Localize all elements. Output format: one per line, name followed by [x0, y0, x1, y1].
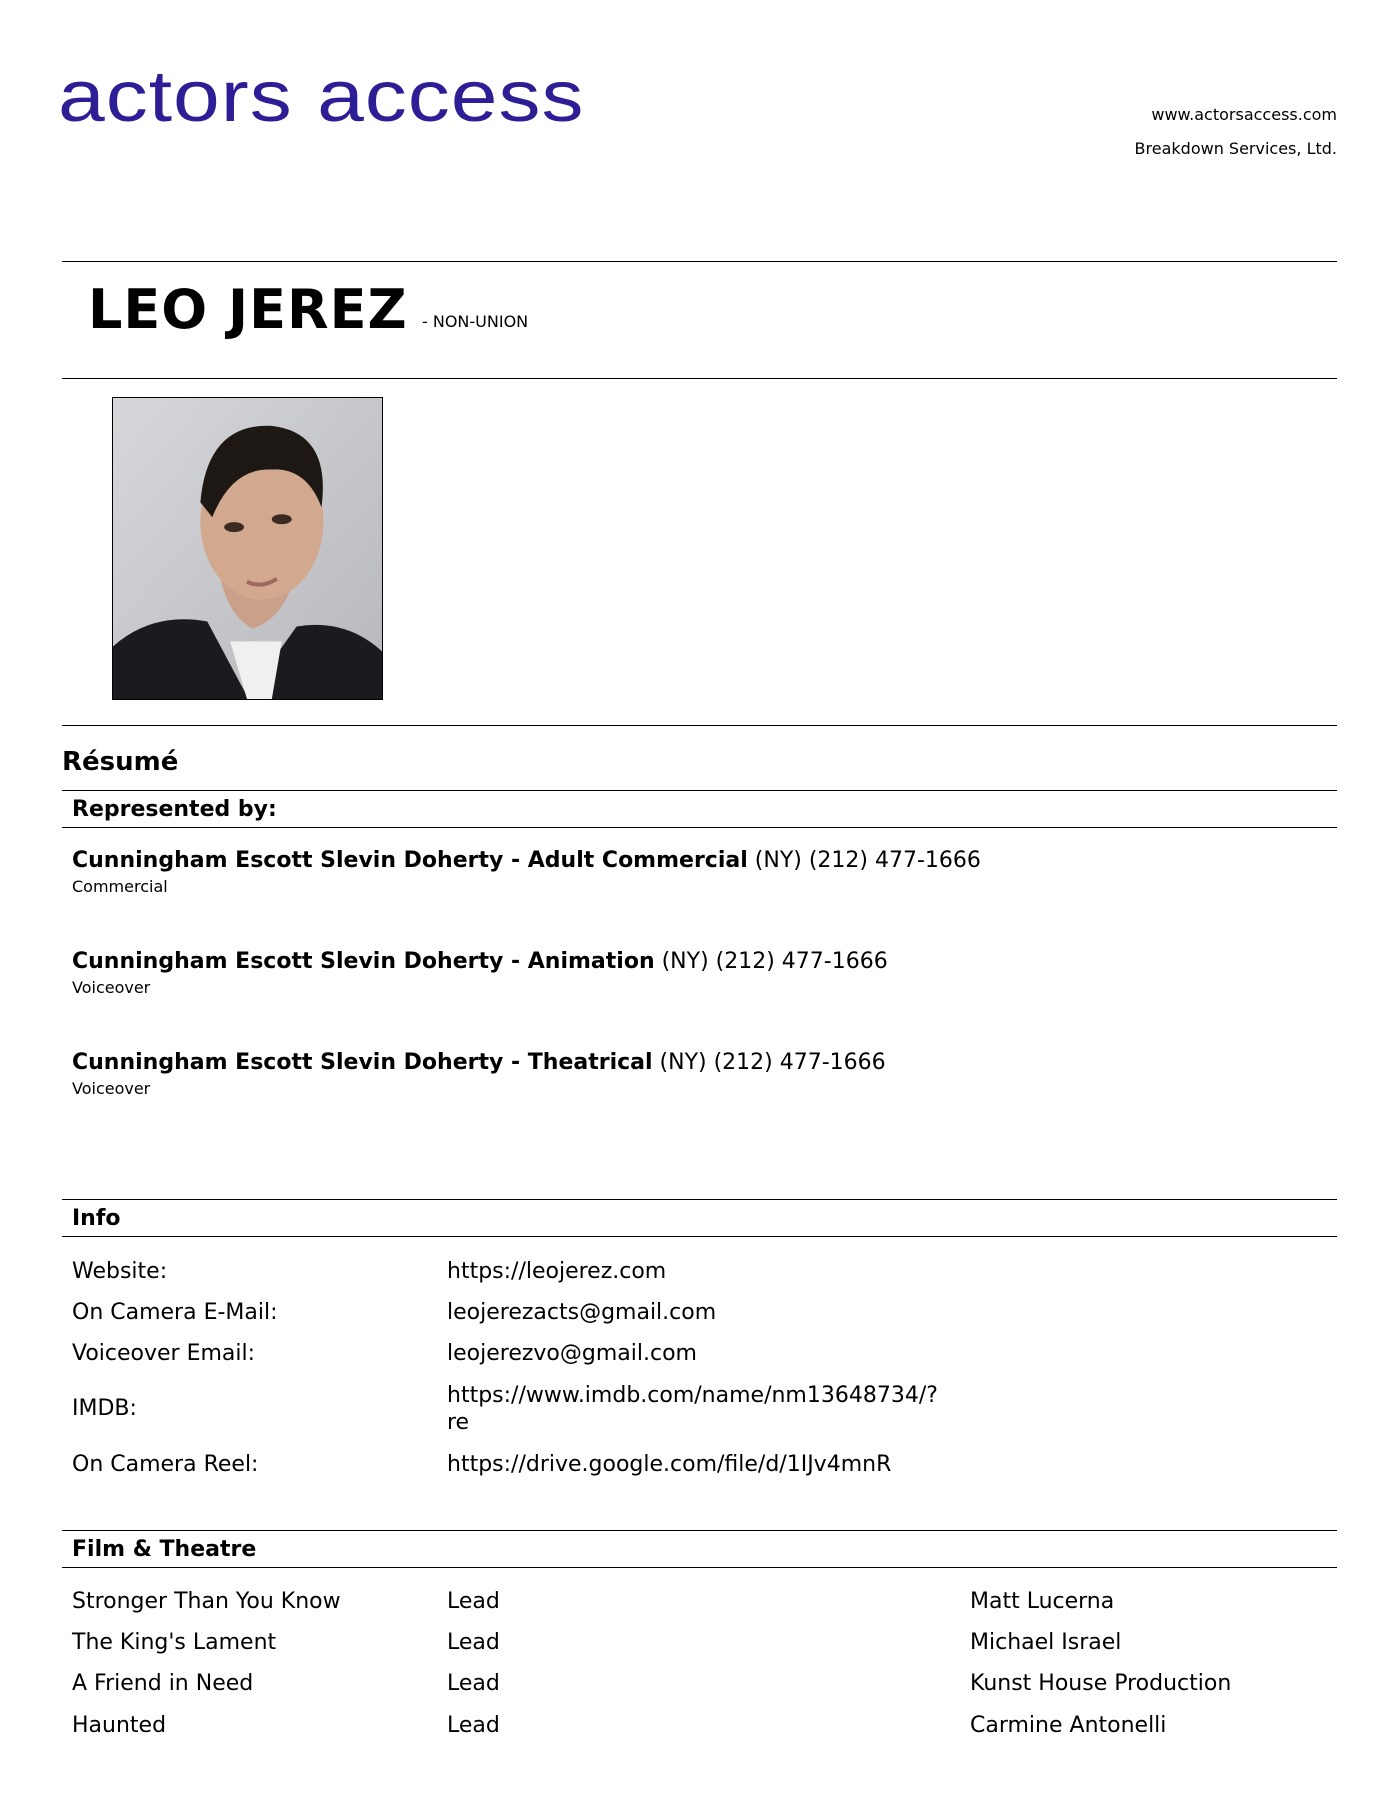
- site-url: www.actorsaccess.com: [1151, 105, 1337, 124]
- credit-director: Carmine Antonelli: [970, 1713, 1167, 1738]
- credit-role: Lead: [447, 1671, 500, 1696]
- info-heading: Info: [72, 1206, 121, 1231]
- representation-type: Commercial: [72, 877, 168, 896]
- divider: [62, 378, 1337, 379]
- info-header: [62, 1199, 1337, 1237]
- on-camera-email-link[interactable]: leojerezacts@gmail.com: [447, 1300, 717, 1325]
- credit-director: Matt Lucerna: [970, 1589, 1115, 1614]
- union-status: - NON-UNION: [422, 312, 529, 331]
- resume-title: Résumé: [62, 747, 179, 777]
- representation-entry: [72, 1050, 886, 1098]
- credit-title: Haunted: [72, 1713, 167, 1738]
- website-link[interactable]: https://leojerez.com: [447, 1259, 667, 1284]
- divider: [62, 725, 1337, 726]
- info-label: On Camera Reel:: [72, 1452, 259, 1477]
- representation-entry: [72, 949, 888, 997]
- agency-contact: (NY) (212) 477-1666: [747, 848, 981, 873]
- company-name: Breakdown Services, Ltd.: [1134, 139, 1337, 158]
- imdb-link-line1: https://www.imdb.com/name/nm13648734/?: [447, 1383, 938, 1408]
- info-label: On Camera E-Mail:: [72, 1300, 278, 1325]
- agency-contact: (NY) (212) 477-1666: [652, 1050, 886, 1075]
- representation-type: Voiceover: [72, 978, 151, 997]
- credit-title: The King's Lament: [72, 1630, 277, 1655]
- actors-access-logo: actors access: [58, 55, 585, 137]
- representation-entry: [72, 848, 981, 896]
- info-label: Website:: [72, 1259, 168, 1284]
- represented-by-heading: Represented by:: [72, 797, 277, 822]
- credit-role: Lead: [447, 1630, 500, 1655]
- actor-headshot: [112, 397, 383, 700]
- credit-director: Kunst House Production: [970, 1671, 1232, 1696]
- agency-contact: (NY) (212) 477-1666: [654, 949, 888, 974]
- credit-title: A Friend in Need: [72, 1671, 254, 1696]
- on-camera-reel-link[interactable]: https://drive.google.com/file/d/1IJv4mnR: [447, 1452, 892, 1477]
- agency-name: Cunningham Escott Slevin Doherty - Theatrical: [72, 1050, 653, 1075]
- voiceover-email-link[interactable]: leojerezvo@gmail.com: [447, 1341, 697, 1366]
- represented-by-header: [62, 790, 1337, 828]
- film-theatre-header: [62, 1530, 1337, 1568]
- actor-name: LEO JEREZ: [88, 278, 408, 341]
- film-theatre-heading: Film & Theatre: [72, 1537, 257, 1562]
- imdb-link[interactable]: [447, 1383, 938, 1435]
- agency-name: Cunningham Escott Slevin Doherty - Adult Commercial: [72, 848, 748, 873]
- credit-role: Lead: [447, 1713, 500, 1738]
- info-label: Voiceover Email:: [72, 1341, 256, 1366]
- agency-name: Cunningham Escott Slevin Doherty - Animation: [72, 949, 655, 974]
- representation-type: Voiceover: [72, 1079, 151, 1098]
- credit-role: Lead: [447, 1589, 500, 1614]
- info-label: IMDB:: [72, 1396, 137, 1421]
- credit-director: Michael Israel: [970, 1630, 1122, 1655]
- credit-title: Stronger Than You Know: [72, 1589, 341, 1614]
- divider: [62, 261, 1337, 262]
- imdb-link-line2: re: [447, 1410, 470, 1435]
